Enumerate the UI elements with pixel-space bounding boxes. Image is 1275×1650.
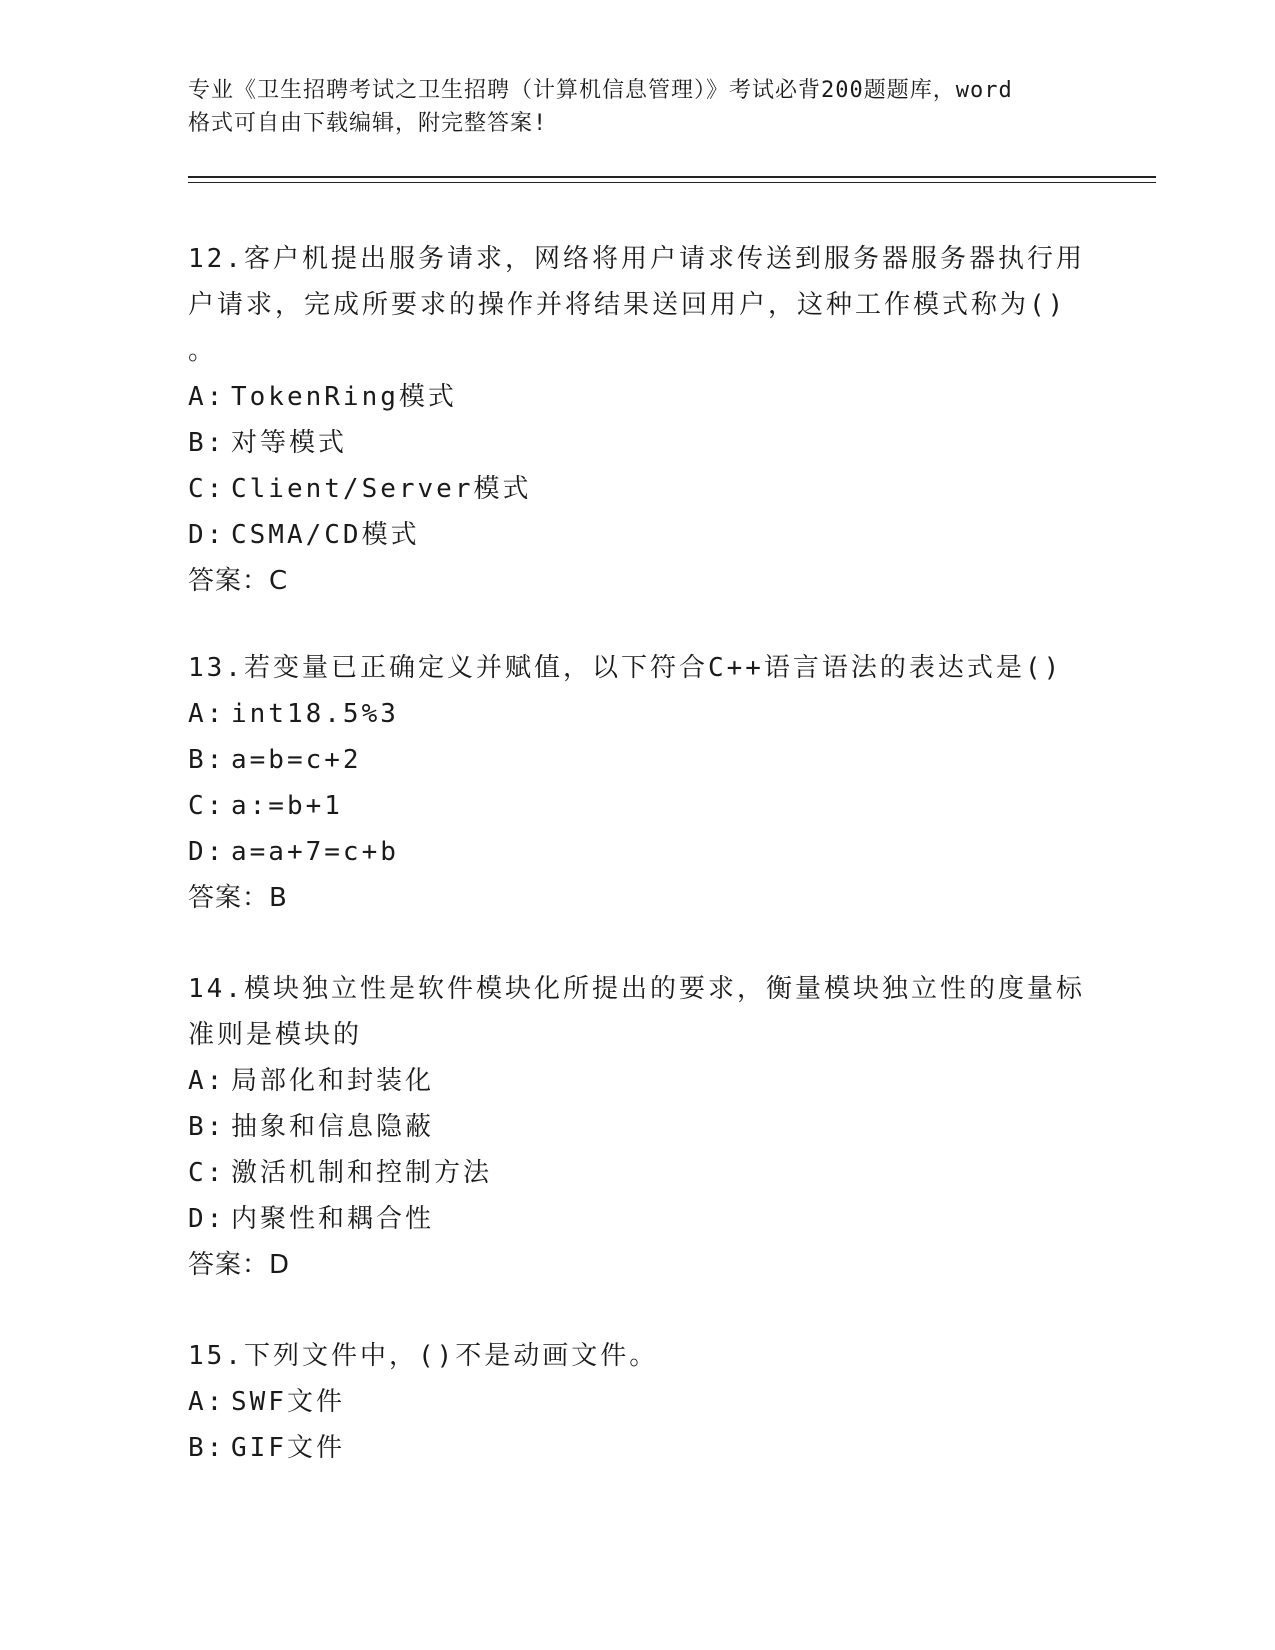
option-text: a:=b+1 — [231, 791, 343, 821]
option-text: 内聚性和耦合性 — [231, 1204, 435, 1234]
header-divider-bottom — [188, 182, 1156, 183]
option-a — [188, 374, 1088, 420]
option-letter: B: — [188, 745, 226, 775]
option-b — [188, 1425, 1088, 1471]
option-c — [188, 783, 1088, 829]
option-a — [188, 1379, 1088, 1425]
option-d — [188, 512, 1088, 558]
option-letter: A: — [188, 382, 226, 412]
option-letter: C: — [188, 1158, 226, 1188]
option-letter: A: — [188, 1387, 226, 1417]
option-text: 局部化和封装化 — [231, 1066, 435, 1096]
header-line-2: 格式可自由下载编辑，附完整答案! — [188, 111, 548, 136]
question-13 — [188, 645, 1088, 921]
option-c — [188, 1150, 1088, 1196]
question-15 — [188, 1333, 1088, 1471]
option-text: 激活机制和控制方法 — [231, 1158, 493, 1188]
answer-line: 答案：B — [188, 883, 288, 913]
option-text: GIF文件 — [231, 1433, 345, 1463]
option-a — [188, 1058, 1088, 1104]
option-text: a=a+7=c+b — [231, 837, 399, 867]
answer-line: 答案：C — [188, 566, 289, 596]
option-text: a=b=c+2 — [231, 745, 362, 775]
option-letter: D: — [188, 837, 226, 867]
question-stem-line: 14.模块独立性是软件模块化所提出的要求，衡量模块独立性的度量标 — [188, 974, 1085, 1004]
header-line-1: 专业《卫生招聘考试之卫生招聘（计算机信息管理）》考试必背200题题库，word — [188, 78, 1013, 103]
option-letter: A: — [188, 699, 226, 729]
option-d — [188, 829, 1088, 875]
option-text: CSMA/CD模式 — [231, 520, 420, 550]
option-letter: B: — [188, 428, 226, 458]
question-stem-line: 准则是模块的 — [188, 1020, 363, 1050]
document-header — [188, 74, 1088, 140]
option-text: Client/Server模式 — [231, 474, 532, 504]
header-divider-top — [188, 176, 1156, 178]
option-c — [188, 466, 1088, 512]
option-b — [188, 1104, 1088, 1150]
option-b — [188, 420, 1088, 466]
question-stem-line: 13.若变量已正确定义并赋值，以下符合C++语言语法的表达式是() — [188, 653, 1063, 683]
option-letter: C: — [188, 474, 226, 504]
option-letter: B: — [188, 1433, 226, 1463]
option-text: 抽象和信息隐蔽 — [231, 1112, 435, 1142]
question-stem-line: 。 — [188, 336, 218, 366]
question-stem-line: 15.下列文件中，()不是动画文件。 — [188, 1341, 659, 1371]
option-letter: C: — [188, 791, 226, 821]
option-a — [188, 691, 1088, 737]
question-14 — [188, 966, 1088, 1288]
answer-line: 答案：D — [188, 1250, 291, 1280]
option-text: TokenRing模式 — [231, 382, 457, 412]
option-letter: B: — [188, 1112, 226, 1142]
question-12 — [188, 236, 1088, 604]
question-stem-line: 户请求，完成所要求的操作并将结果送回用户，这种工作模式称为() — [188, 290, 1067, 320]
option-text: SWF文件 — [231, 1387, 345, 1417]
option-d — [188, 1196, 1088, 1242]
option-text: 对等模式 — [231, 428, 348, 458]
option-letter: D: — [188, 520, 226, 550]
option-letter: A: — [188, 1066, 226, 1096]
question-stem-line: 12.客户机提出服务请求，网络将用户请求传送到服务器服务器执行用 — [188, 244, 1085, 274]
option-letter: D: — [188, 1204, 226, 1234]
option-b — [188, 737, 1088, 783]
option-text: int18.5%3 — [231, 699, 399, 729]
